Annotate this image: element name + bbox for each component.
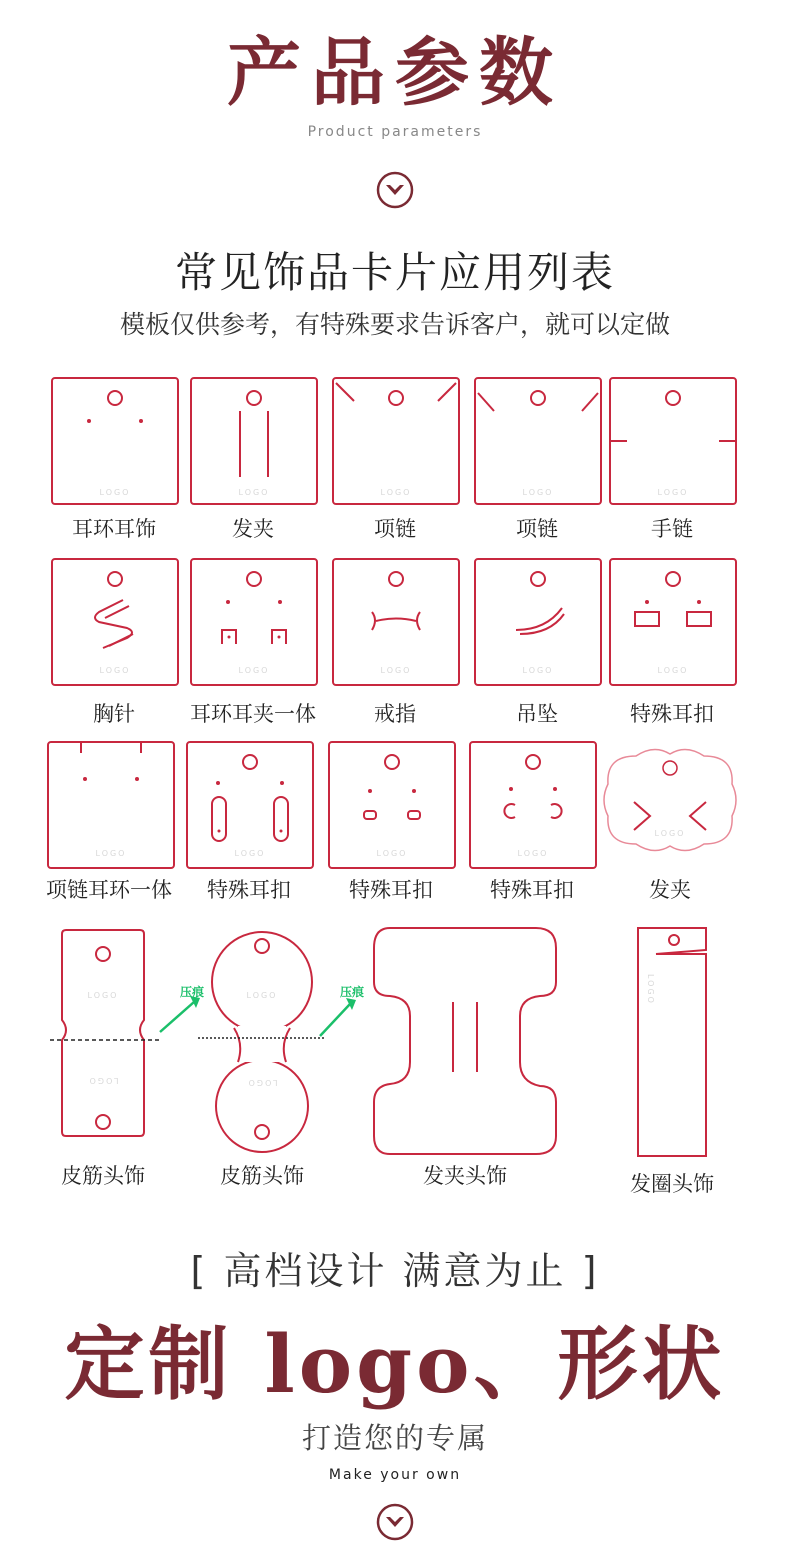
- card-necklace-1: [332, 377, 460, 505]
- card-label: 手链: [651, 517, 693, 541]
- card-special-buckle-4: [469, 741, 597, 869]
- subline: 打造您的专属: [301, 1421, 488, 1455]
- logo-mark: LOGO: [99, 666, 131, 675]
- logo-mark: LOGO: [246, 991, 278, 1000]
- card-label: 吊坠: [516, 702, 558, 726]
- card-earring-clip: [190, 558, 318, 686]
- chevron-down-icon: [375, 170, 415, 210]
- logo-mark: LOGO: [234, 849, 266, 858]
- card-necklace-2: [474, 377, 602, 505]
- logo-mark: LOGO: [657, 666, 689, 675]
- logo-mark: LOGO: [87, 991, 119, 1000]
- logo-mark: LOGO: [522, 666, 554, 675]
- logo-mark: LOGO: [646, 974, 655, 1005]
- card-label: 胸针: [93, 702, 135, 726]
- card-label: 耳环耳饰: [72, 517, 156, 541]
- card-label: 项链: [516, 517, 558, 541]
- headline: 定制 logo、形状: [64, 1317, 726, 1411]
- card-bracelet: [609, 377, 737, 505]
- logo-mark: LOGO: [95, 849, 127, 858]
- logo-mark: LOGO: [522, 488, 554, 497]
- card-brooch: [51, 558, 179, 686]
- card-label: 发圈头饰: [630, 1172, 714, 1196]
- slogan: [0, 1240, 790, 1295]
- card-special-buckle-2: [186, 741, 314, 869]
- bracket-right: ]: [581, 1249, 600, 1293]
- card-label: 戒指: [374, 702, 416, 726]
- card-label: 特殊耳扣: [349, 878, 433, 902]
- logo-mark: LOGO: [657, 488, 689, 497]
- card-hairclip: [190, 377, 318, 505]
- press-label: 压痕: [339, 985, 365, 999]
- card-label: 特殊耳扣: [207, 878, 291, 902]
- card-label: 皮筋头饰: [61, 1164, 145, 1188]
- card-label: 发夹: [649, 878, 691, 902]
- logo-mark: LOGO: [87, 1076, 119, 1085]
- logo-mark: LOGO: [99, 488, 131, 497]
- card-ring: [332, 558, 460, 686]
- card-label: 耳环耳夹一体: [190, 702, 316, 726]
- section-note: 模板仅供参考，有特殊要求告诉客户，就可以定做: [119, 310, 670, 339]
- logo-mark: LOGO: [238, 488, 270, 497]
- card-necklace-earring: [47, 741, 175, 869]
- card-earring: [51, 377, 179, 505]
- page-title: 产品参数: [227, 30, 563, 116]
- press-label: 压痕: [179, 985, 205, 999]
- section-title: 常见饰品卡片应用列表: [174, 248, 615, 297]
- logo-mark: LOGO: [376, 849, 408, 858]
- card-label: 特殊耳扣: [630, 702, 714, 726]
- card-label: 项链: [374, 517, 416, 541]
- card-hair-tie-group: [44, 926, 374, 1156]
- logo-mark: LOGO: [238, 666, 270, 675]
- logo-mark: LOGO: [246, 1078, 278, 1087]
- card-hairclip-cloud: [600, 744, 740, 856]
- card-label: 发夹: [232, 517, 274, 541]
- slogan-text: 高档设计 满意为止: [223, 1249, 567, 1293]
- logo-mark: LOGO: [517, 849, 549, 858]
- card-label: 发夹头饰: [423, 1164, 507, 1188]
- card-hairclip-headwear: [370, 926, 560, 1158]
- logo-mark: LOGO: [654, 829, 686, 838]
- card-label: 特殊耳扣: [490, 878, 574, 902]
- card-label: 皮筋头饰: [220, 1164, 304, 1188]
- card-label: 项链耳环一体: [46, 878, 172, 902]
- page-subtitle: Product parameters: [307, 124, 483, 140]
- chevron-down-icon: [375, 1502, 415, 1542]
- subline-en: Make your own: [328, 1467, 462, 1483]
- logo-mark: LOGO: [380, 666, 412, 675]
- card-pendant: [474, 558, 602, 686]
- logo-mark: LOGO: [380, 488, 412, 497]
- bracket-left: [: [190, 1249, 209, 1293]
- card-special-buckle: [609, 558, 737, 686]
- card-special-buckle-3: [328, 741, 456, 869]
- card-hair-ring: [634, 924, 710, 1160]
